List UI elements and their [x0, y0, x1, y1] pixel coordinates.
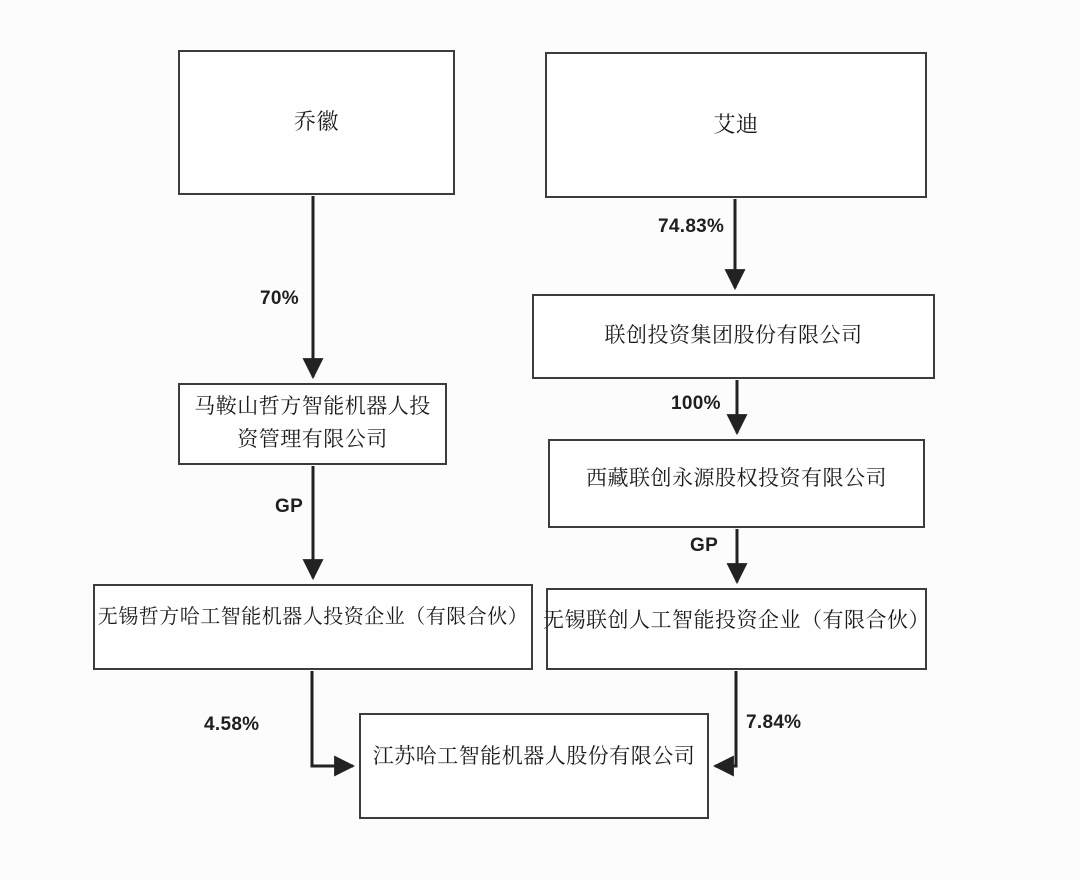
node-wuxi-lianchuang: [543, 588, 930, 670]
edge-label-74-83-percent: 74.83%: [658, 216, 725, 237]
node-lianchuang-group-label: 联创投资集团股份有限公司: [604, 324, 863, 348]
edge-label-gp-right: GP: [690, 535, 719, 556]
node-jiangsu-hagong-label: 江苏哈工智能机器人股份有限公司: [372, 744, 696, 768]
edge-label-4-58-percent: 4.58%: [204, 714, 260, 735]
node-wuxi-zhefang-label: 无锡哲方哈工智能机器人投资企业（有限合伙）: [97, 605, 529, 628]
node-xizang-lianchuang: [548, 439, 925, 528]
arrow-wuxi-zhefang-to-jiangsu: [312, 671, 353, 766]
node-lianchuang-group: [532, 294, 935, 379]
node-aidi: [545, 52, 927, 198]
edge-label-100-percent: 100%: [671, 393, 721, 414]
edge-label-70-percent: 70%: [260, 288, 299, 309]
edge-label-gp-left: GP: [275, 496, 304, 517]
node-jiangsu-hagong: [359, 713, 709, 819]
node-maanshan-zhefang-label: 马鞍山哲方智能机器人投资管理有限公司: [194, 395, 431, 451]
node-maanshan-zhefang: [178, 383, 447, 465]
node-qiaohui: [178, 50, 455, 195]
node-wuxi-lianchuang-label: 无锡联创人工智能投资企业（有限合伙）: [543, 608, 930, 632]
node-aidi-label: 艾迪: [713, 111, 759, 137]
edge-label-7-84-percent: 7.84%: [746, 712, 802, 733]
arrow-wuxi-lianchuang-to-jiangsu: [715, 671, 736, 766]
node-wuxi-zhefang: [93, 584, 533, 670]
node-xizang-lianchuang-label: 西藏联创永源股权投资有限公司: [586, 467, 887, 491]
node-qiaohui-label: 乔徽: [293, 109, 339, 135]
